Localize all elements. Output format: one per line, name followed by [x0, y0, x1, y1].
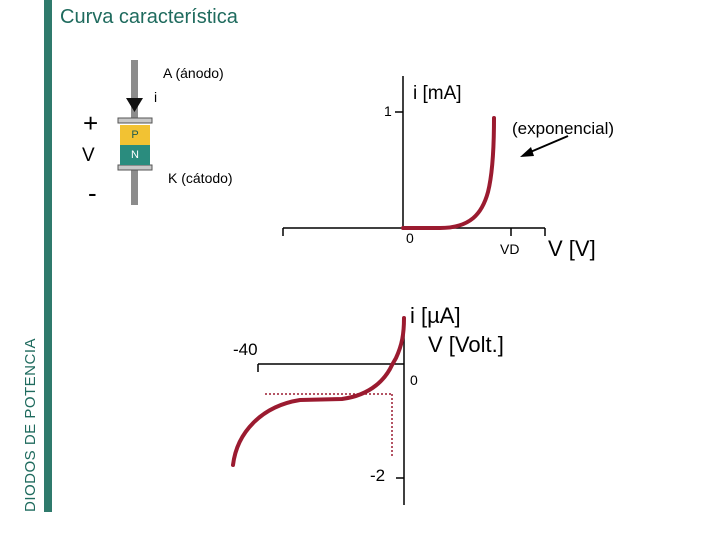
- bottom-x-axis-label: V [Volt.]: [428, 332, 504, 357]
- bottom-x-tick-label: -40: [233, 340, 258, 359]
- page-title: Curva característica: [60, 6, 238, 28]
- diode-current-label: i: [154, 89, 158, 105]
- bottom-y-axis-label: i [µA]: [410, 303, 461, 328]
- cathode-label: K (cátodo): [168, 170, 233, 186]
- bottom-origin-label: 0: [410, 372, 418, 388]
- top-origin-label: 0: [406, 230, 414, 246]
- bottom-y-tick-label: -2: [370, 466, 386, 485]
- reverse-characteristic-curve: [233, 318, 404, 465]
- cathode-contact: [118, 165, 152, 170]
- forward-exponential-curve: [403, 118, 494, 228]
- plus-sign: +: [83, 108, 99, 138]
- diode-p-region: P: [120, 125, 150, 145]
- diode-n-region: N: [120, 145, 150, 165]
- minus-sign: -: [88, 178, 97, 208]
- current-arrow-icon: [126, 98, 143, 112]
- vd-label: VD: [500, 241, 520, 257]
- pointer-arrow-line: [528, 136, 568, 153]
- pointer-arrow-icon: [520, 147, 534, 157]
- voltage-label: V: [82, 145, 95, 166]
- anode-label: A (ánodo): [163, 65, 224, 81]
- top-y-axis-label: i [mA]: [413, 83, 462, 104]
- anode-contact: [118, 118, 152, 123]
- exponential-note: (exponencial): [512, 119, 615, 138]
- top-x-axis-label: V [V]: [548, 236, 596, 261]
- top-y-tick-label: 1: [384, 103, 392, 119]
- side-section-label: DIODOS DE POTENCIA: [22, 337, 39, 512]
- cathode-lead: [131, 165, 138, 205]
